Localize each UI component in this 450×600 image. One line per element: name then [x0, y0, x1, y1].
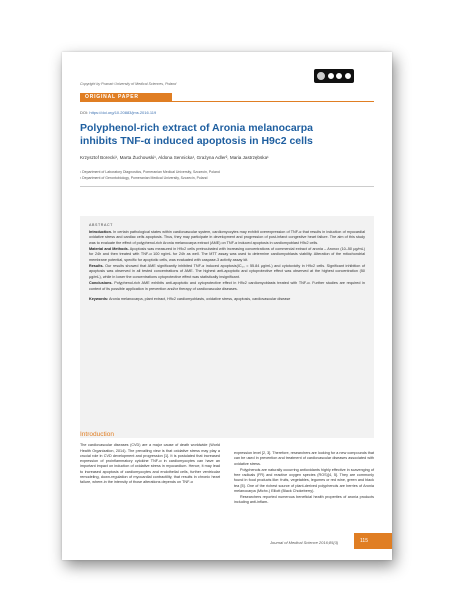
affiliations	[80, 170, 370, 181]
nd-icon	[344, 72, 352, 80]
body-column-left	[80, 432, 220, 485]
abstract-label: Introduction.	[89, 229, 112, 234]
affiliation-1: ¹ Department of Laboratory Diagnostics, Pomeranian Medical University, Szczecin, Poland	[80, 170, 220, 174]
abstract-conclusions	[89, 281, 365, 292]
section-divider	[172, 101, 374, 102]
article-title: Polyphenol-rich extract of Aronia melanocarpa inhibits TNF-α induced apoptosis in H9c2 cells	[80, 122, 313, 147]
doi-line	[80, 110, 156, 115]
header-divider	[80, 186, 374, 187]
nc-icon	[335, 72, 343, 80]
page-number: 115	[354, 533, 392, 549]
copyright-notice: Copyright by Poznań University of Medical Sciences, Poland	[80, 82, 177, 86]
section-heading: Introduction	[80, 431, 114, 438]
body-paragraph: Researchers reported numerous beneficial health properties of aronia products including anti-inflam-	[234, 495, 374, 505]
abstract-box	[80, 216, 374, 438]
affiliation-2: ² Department of Gerontobiology, Pomeranian Medical University, Szczecin, Poland	[80, 175, 208, 180]
body-column-right	[234, 451, 374, 506]
abstract-label: Material and Methods.	[89, 246, 129, 251]
abstract-text: Apoptosis was measured in H9c2 cells preincubated with increasing concentrations of commercial extract of aronia – Aronox (10–50 μg/mL) for 24h and then treated with TNF-α 100 ng/mL for 24h as well. The MTT assay was used to determine cardiomyoblasts viability. Alteration of the mitochondrial membrane potential, specific for apoptotic cells, was evaluated with caspase-3 activity assay kit.	[89, 246, 365, 262]
article-page	[62, 52, 392, 560]
keywords-text: Aronia melanocarpa, plant extract, H9c2 cardiomyoblasts, oxidative stress, apoptosis, cardiovascular disease	[109, 297, 291, 302]
abstract-label: Results.	[89, 263, 104, 268]
abstract-results	[89, 264, 365, 281]
body-paragraph: The cardiovascular diseases (CVD) are a major cause of death worldwide (World Health Organization, 2014). The prevailing view is that oxidative stress may play a crucial role in CVD development and progression [1]. It is postulated that increased expression of proinflammatory cytokine TNF-α in cardiomyocytes can have an important impact on induction of oxidative stress in myocardium. Hence, it may lead to increased apoptosis of cardiomyocytes and endothelial cells, further ventricular remodeling, down-regulation of myocardial contractility, that results in chronic heart failure, where-in the intensity of those alterations depends on TNF-α	[80, 443, 220, 484]
abstract-label: Conclusions.	[89, 280, 113, 285]
cc-icon	[316, 71, 326, 81]
doi-label: DOI:	[80, 110, 89, 115]
abstract-keywords	[89, 297, 365, 303]
abstract-text: Our results showed that AME significantly inhibited TNF-α induced apoptosis(IC₅₀ = 55.84 μg/mL) and cytotoxicity in H9c2 cells. Significant inhibition of apoptosis was observed in all tested concentrations of AME. The highest anti-apoptotic and cytoprotective effect was observed at the highest concentration (50 μg/mL), while in lower the concentrations cytoprotective effect was statistically insignificant.	[89, 263, 365, 279]
abstract-introduction	[89, 230, 365, 247]
by-icon	[327, 72, 335, 80]
section-label: ORIGINAL PAPER	[80, 93, 172, 102]
body-paragraph: Polyphenols are naturally occurring antioxidants highly effective in scavenging of free radicals (FR) and reactive oxygen species (ROS)[4, 5]. They are commonly found in food products like: fruits, vegetables, legumes or red wine, green and black tea [5]. One of the richest source of plant-derived polyphenols are berries of Aronia melanocarpa (Michx.) Elliott (Black Chokeberry).	[234, 467, 374, 493]
abstract-methods	[89, 247, 365, 264]
journal-footer: Journal of Medical Science 2016;85(3)	[270, 540, 339, 545]
creative-commons-license-icon	[314, 69, 354, 83]
abstract-text: Polyphenol-rich AME exhibits anti-apoptotic and cytoprotective effect in H9c2 cardiomyoblasts treated with TNF-α. Further studies are required in context of its possible application in prevention and/or therapy of cardiovascular diseases.	[89, 280, 366, 291]
abstract-text: In certain pathological states within cardiovascular system, cardiomyocytes may exhibit overexpression of TNF-α that results in induction of myocardial oxidative stress and cardiac cells apoptosis. Thus, they may participate in development and progression of post-infarct congestive heart failure. The aim of this study was to evaluate the effect of polyphenol-rich Aronia melanocarpa extract (AME) on TNF-α induced apoptosis in cardiomyoblast H9c2 cells.	[89, 229, 366, 245]
body-paragraph: expression level [2, 3]. Therefore, researchers are looking for a new compounds that can be used in prevention and treatment of cardiovascular diseases associated with oxidative stress.	[234, 451, 375, 466]
author-list: Krzysztof Borecki¹, Marta Żuchowski¹, Aldona Sennicka¹, Grażyna Adler², Maria Jastrzębska¹	[80, 155, 269, 160]
abstract-heading: ABSTRACT	[89, 223, 113, 227]
keywords-label: Keywords:	[89, 297, 109, 302]
doi-link[interactable]: https://doi.org/10.20883/jms.2016.119	[89, 110, 157, 115]
